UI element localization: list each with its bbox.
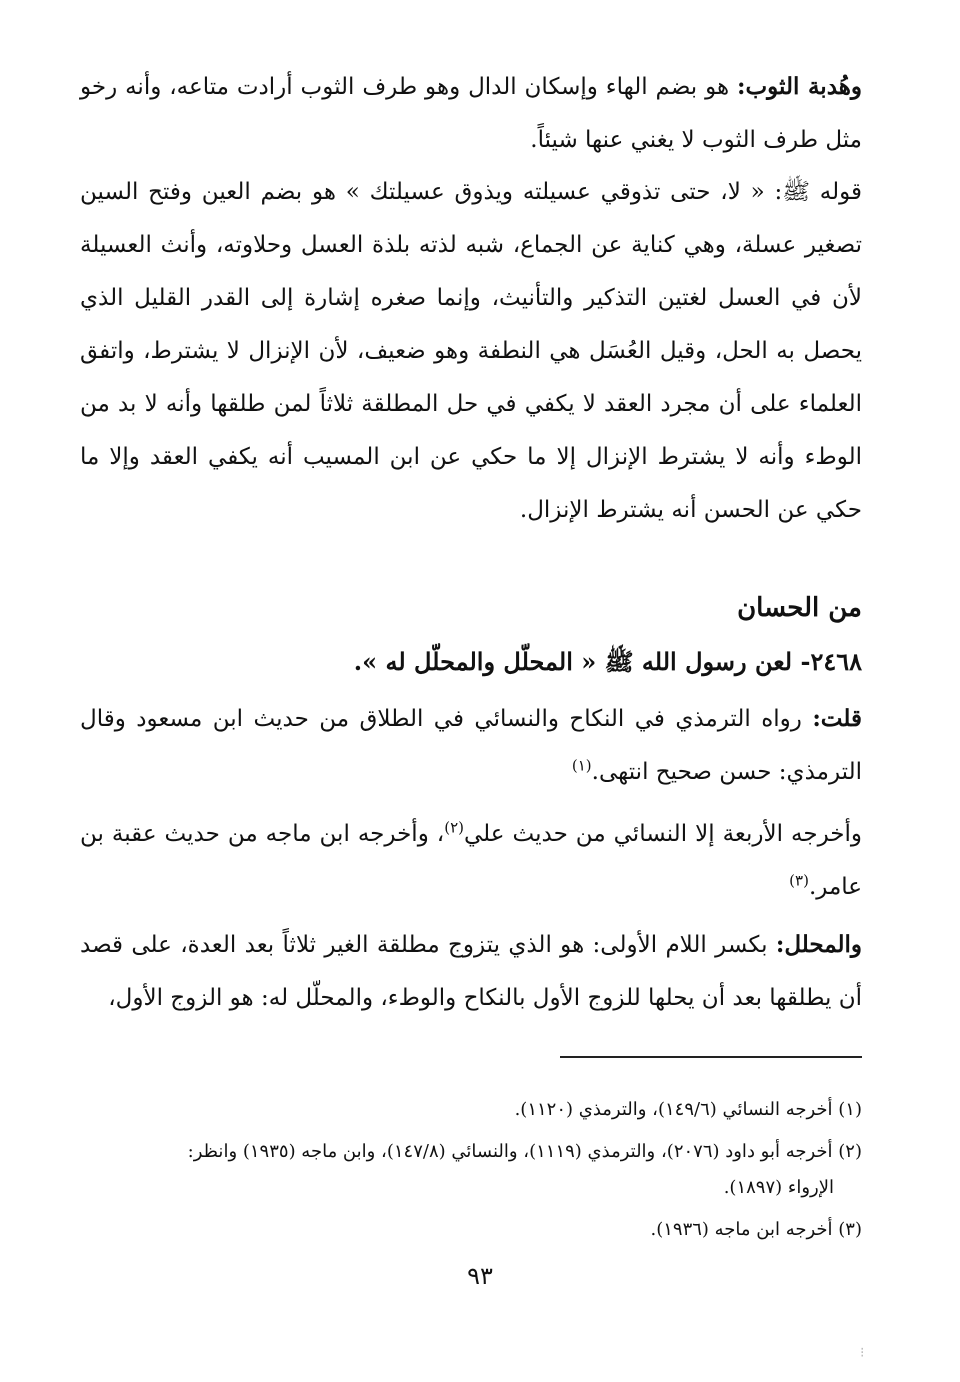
term-muhallil: والمحلل: [775,931,862,958]
paragraph-text: رواه الترمذي في النكاح والنسائي في الطلاق من حديث ابن مسعود وقال الترمذي: حسن صحيح انتهى. [80,706,862,785]
footnote-ref-1[interactable]: (١) [571,756,592,775]
hadith-text: ٢٤٦٨- لعن رسول الله ﷺ « المحلّل والمحلّل له ». [353,647,862,676]
footnote-1: (١) أخرجه النسائي (١٤٩/٦)، والترمذي (١١٢٠). [514,1099,862,1120]
paragraph-text: هو بضم الهاء وإسكان الدال وهو طرف الثوب أرادت متاعه، وأنه رخو مثل طرف الثوب لا يغني عنها شيئاً. [80,74,862,153]
paragraph-text: قوله ﷺ: « لا، حتى تذوقي عسيلته ويذوق عسيلتك » هو بضم العين وفتح السين تصغير عسلة، وهي كناية عن الجماع، شبه لذته بلذة العسل وحلاوته، وأنث العسيلة لأن في العسل لغتين التذكير والتأنيث، وإنما صغره إشارة إلى القدر القليل الذي يحصل به الحل، وقيل العُسَل هي النطفة وهو ضعيف، لأن الإنزال لا يشترط، واتفق العلماء على أن مجرد العقد لا يكفي في حل المطلقة ثلاثاً لمن طلقها وأنه لا بد من الوطء وأنه لا يشترط الإنزال إلا ما حكي عن ابن المسيب أنه يكفي العقد وإلا ما حكي عن الحسن أنه يشترط الإنزال. [80,179,862,523]
footnote-2-continuation: الإرواء (١٨٩٧). [723,1177,834,1198]
term-hudbat-althawb: وهُدبة الثوب: [737,73,862,100]
paragraph-hudbat-althawb [80,60,862,167]
paragraph-text: وأخرجه الأربعة إلا النسائي من حديث علي [464,821,862,847]
paragraph-muhallil [80,918,862,1025]
paragraph-usaylah [80,166,862,537]
footnote-2: (٢) أخرجه أبو داود (٢٠٧٦)، والترمذي (١١١٩)، والنسائي (١٤٧/٨)، وابن ماجه (١٩٣٥) وانظر: [187,1141,862,1162]
footnote-separator [560,1056,862,1058]
scan-mark-icon: ⁝ [860,1345,865,1361]
term-qultu: قلت: [812,705,862,732]
page-number: ٩٣ [467,1262,493,1290]
footnote-ref-2[interactable]: (٢) [444,818,465,837]
footnote-3: (٣) أخرجه ابن ماجه (١٩٣٦). [650,1219,862,1240]
footnote-ref-3[interactable]: (٣) [789,871,809,890]
paragraph-qultu [80,692,862,799]
paragraph-text: بكسر اللام الأولى: هو الذي يتزوج مطلقة الغير ثلاثاً بعد العدة، على قصد أن يطلقها بعد أن يحلها للزوج الأول بالنكاح والوطء، والمحلّل له: هو الزوج الأول، [80,932,862,1011]
paragraph-akhrajahu [80,808,862,914]
section-heading: من الحسان [737,593,862,623]
paragraph-text: ، وأخرجه ابن ماجه من حديث عقبة بن عامر. [80,821,862,900]
